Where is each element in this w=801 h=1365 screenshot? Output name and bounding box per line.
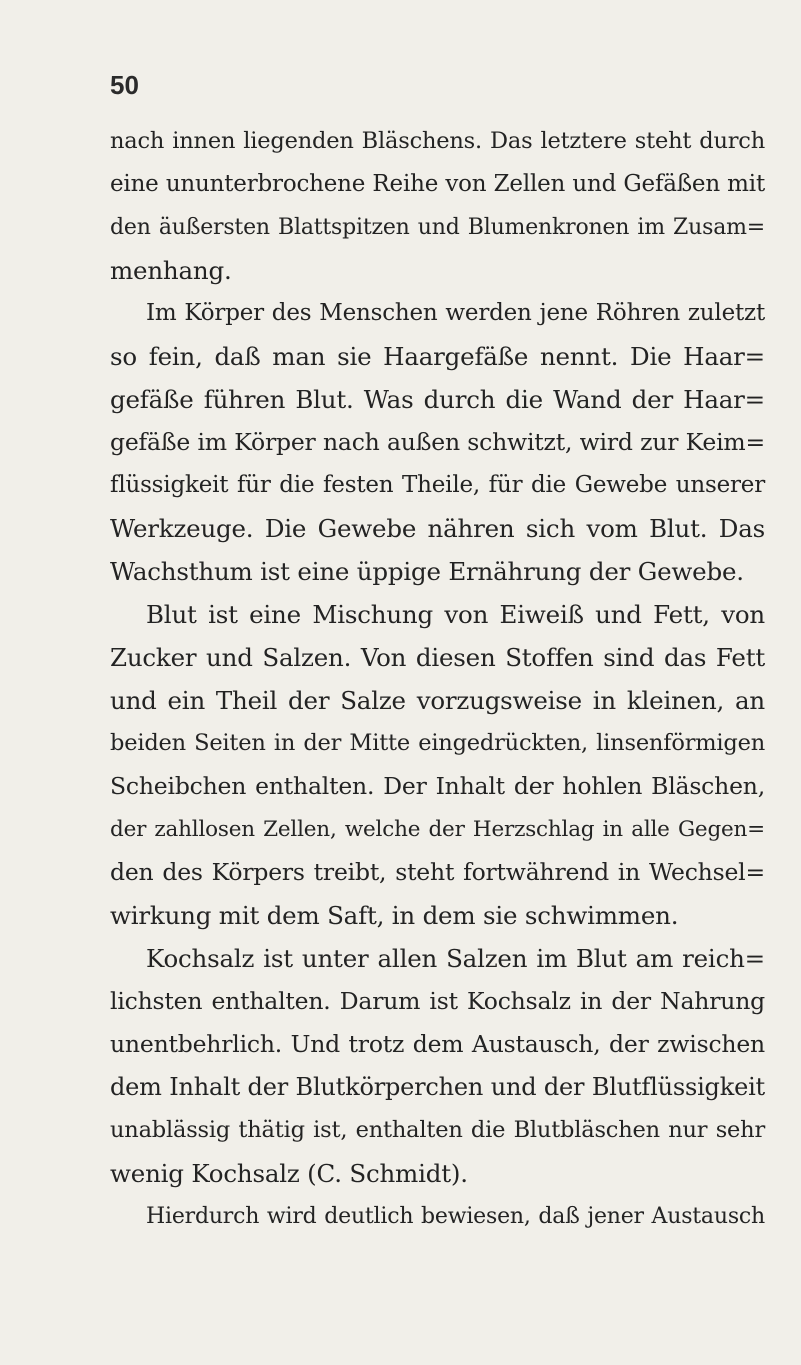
text-line: gefäße führen Blut. Was durch die Wand der Haar= xyxy=(110,385,765,414)
text-line: dem Inhalt der Blutkörperchen und der Blutflüssigkeit xyxy=(110,1073,765,1101)
text-line: Zucker und Salzen. Von diesen Stoffen sind das Fett xyxy=(110,643,765,672)
text-line: wirkung mit dem Saft, in dem sie schwimmen. xyxy=(110,901,679,930)
text-line: unentbehrlich. Und trotz dem Austausch, der zwischen xyxy=(110,1030,765,1058)
text-line: den des Körpers treibt, steht fortwährend in Wechsel= xyxy=(110,858,765,886)
text-line: Scheibchen enthalten. Der Inhalt der hohlen Bläschen, xyxy=(110,772,765,800)
text-line: und ein Theil der Salze vorzugsweise in kleinen, an xyxy=(110,686,765,715)
text-line: beiden Seiten in der Mitte eingedrückten, linsenförmigen xyxy=(110,730,765,756)
text-line: gefäße im Körper nach außen schwitzt, wird zur Keim= xyxy=(110,428,765,456)
text-line: flüssigkeit für die festen Theile, für die Gewebe unserer xyxy=(110,472,765,498)
text-line: nach innen liegenden Bläschens. Das letztere steht durch xyxy=(110,128,765,154)
text-line: eine ununterbrochene Reihe von Zellen und Gefäßen mit xyxy=(110,171,765,197)
text-line: so fein, daß man sie Haargefäße nennt. Die Haar= xyxy=(110,342,765,371)
text-line: Werkzeuge. Die Gewebe nähren sich vom Blut. Das xyxy=(110,514,765,543)
text-line: Wachsthum ist eine üppige Ernährung der Gewebe. xyxy=(110,557,744,586)
text-line: lichsten enthalten. Darum ist Kochsalz in der Nahrung xyxy=(110,987,765,1015)
text-line: wenig Kochsalz (C. Schmidt). xyxy=(110,1159,468,1188)
text-line: Kochsalz ist unter allen Salzen im Blut am reich= xyxy=(146,944,765,973)
text-line: den äußersten Blattspitzen und Blumenkronen im Zusam= xyxy=(110,215,765,240)
body-text xyxy=(110,120,765,1238)
text-line: Blut ist eine Mischung von Eiweiß und Fett, von xyxy=(146,600,765,629)
text-line: der zahllosen Zellen, welche der Herzschlag in alle Gegen= xyxy=(110,817,765,842)
text-line: Hierdurch wird deutlich bewiesen, daß jener Austausch xyxy=(146,1204,765,1229)
page-number: 50 xyxy=(110,70,139,100)
text-line: menhang. xyxy=(110,256,232,285)
text-line: unablässig thätig ist, enthalten die Blutbläschen nur sehr xyxy=(110,1117,765,1143)
text-line: Im Körper des Menschen werden jene Röhren zuletzt xyxy=(146,300,765,326)
